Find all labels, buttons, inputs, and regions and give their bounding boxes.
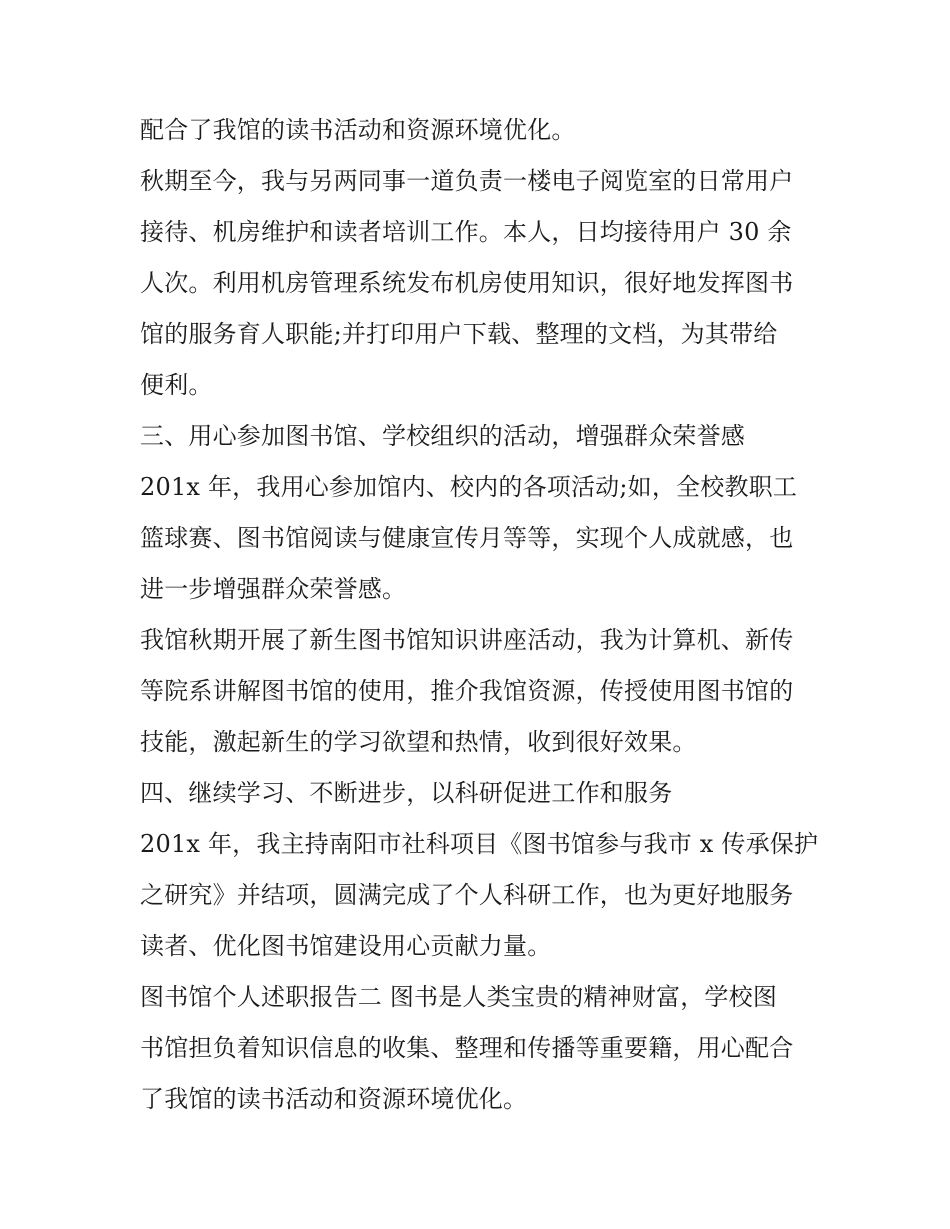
text-line: 了我馆的读书活动和资源环境优化。 xyxy=(140,1085,528,1113)
text-line: 我馆秋期开展了新生图书馆知识讲座活动，我为计算机、新传 xyxy=(140,626,794,654)
text-line: 等院系讲解图书馆的使用，推介我馆资源，传授使用图书馆的 xyxy=(140,677,794,705)
text-line: 之研究》并结项，圆满完成了个人科研工作，也为更好地服务 xyxy=(140,881,794,909)
text-line: 书馆担负着知识信息的收集、整理和传播等重要籍，用心配合 xyxy=(140,1034,794,1062)
text-line: 技能，激起新生的学习欲望和热情，收到很好效果。 xyxy=(140,728,697,756)
text-line: 进一步增强群众荣誉感。 xyxy=(140,575,407,603)
document-body xyxy=(140,105,820,1125)
text-line: 201x 年，我主持南阳市社科项目《图书馆参与我市 x 传承保护 xyxy=(140,830,819,858)
text-line: 读者、优化图书馆建设用心贡献力量。 xyxy=(140,932,552,960)
text-line: 秋期至今，我与另两同事一道负责一楼电子阅览室的日常用户 xyxy=(140,167,794,195)
text-line: 201x 年，我用心参加馆内、校内的各项活动;如，全校教职工 xyxy=(140,473,798,501)
text-line: 篮球赛、图书馆阅读与健康宣传月等等，实现个人成就感，也 xyxy=(140,524,794,552)
text-line: 图书馆个人述职报告二 图书是人类宝贵的精神财富，学校图 xyxy=(140,983,778,1011)
text-line: 便利。 xyxy=(140,371,213,399)
text-line: 配合了我馆的读书活动和资源环境优化。 xyxy=(140,116,576,144)
text-line: 人次。利用机房管理系统发布机房使用知识，很好地发挥图书 xyxy=(140,269,794,297)
section-heading: 三、用心参加图书馆、学校组织的活动，增强群众荣誉感 xyxy=(140,422,745,450)
text-line: 接待、机房维护和读者培训工作。本人，日均接待用户 30 余 xyxy=(140,218,792,246)
text-line: 馆的服务育人职能;并打印用户下载、整理的文档，为其带给 xyxy=(140,320,778,348)
section-heading: 四、继续学习、不断进步，以科研促进工作和服务 xyxy=(140,779,673,807)
